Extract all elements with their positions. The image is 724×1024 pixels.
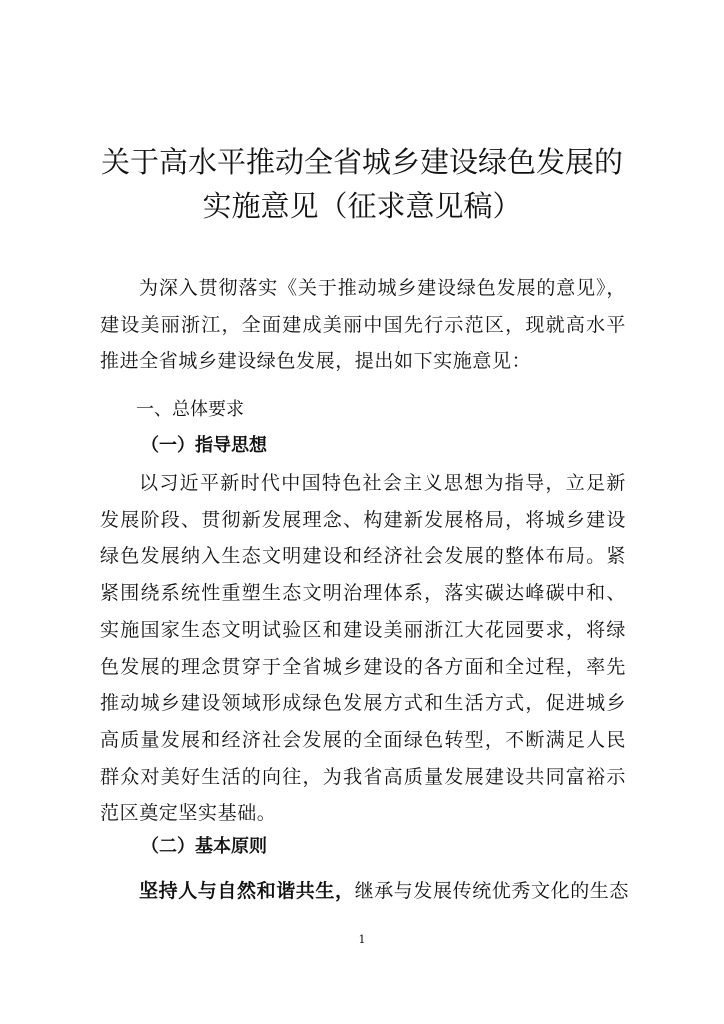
document-title-line-1: 关于高水平推动全省城乡建设绿色发展的 [100, 145, 623, 179]
guiding-ideology-paragraph: 以习近平新时代中国特色社会主义思想为指导，立足新发展阶段、贯彻新发展理念、构建新发展格局，将城乡建设绿色发展纳入生态文明建设和经济社会发展的整体布局。紧紧围绕系统性重塑生态文明治理体系，落实碳达峰碳中和、实施国家生态文明试验区和建设美丽浙江大花园要求，将绿色发展的理念贯穿于全省城乡建设的各方面和全过程，率先推动城乡建设领域形成绿色发展方式和生活方式，促进城乡高质量发展和经济社会发展的全面绿色转型，不断满足人民群众对美好生活的向往，为我省高质量发展建设共同富裕示范区奠定坚实基础。 [100, 472, 626, 825]
intro-paragraph: 为深入贯彻落实《关于推动城乡建设绿色发展的意见》，建设美丽浙江，全面建成美丽中国先行示范区，现就高水平推进全省城乡建设绿色发展，提出如下实施意见： [100, 277, 626, 373]
section-heading-general-requirements: 一、总体要求 [136, 399, 244, 420]
page-number: 1 [358, 933, 366, 946]
principle-body-text: 继承与发展传统优秀文化的生态 [354, 880, 630, 902]
subsection-heading-guiding-ideology: （一）指导思想 [141, 435, 267, 456]
subsection-heading-basic-principles: （二）基本原则 [141, 836, 267, 857]
principle-line [139, 873, 629, 909]
principle-lead-text: 坚持人与自然和谐共生， [139, 880, 355, 902]
document-title-line-2: 实施意见（征求意见稿） [202, 189, 522, 223]
